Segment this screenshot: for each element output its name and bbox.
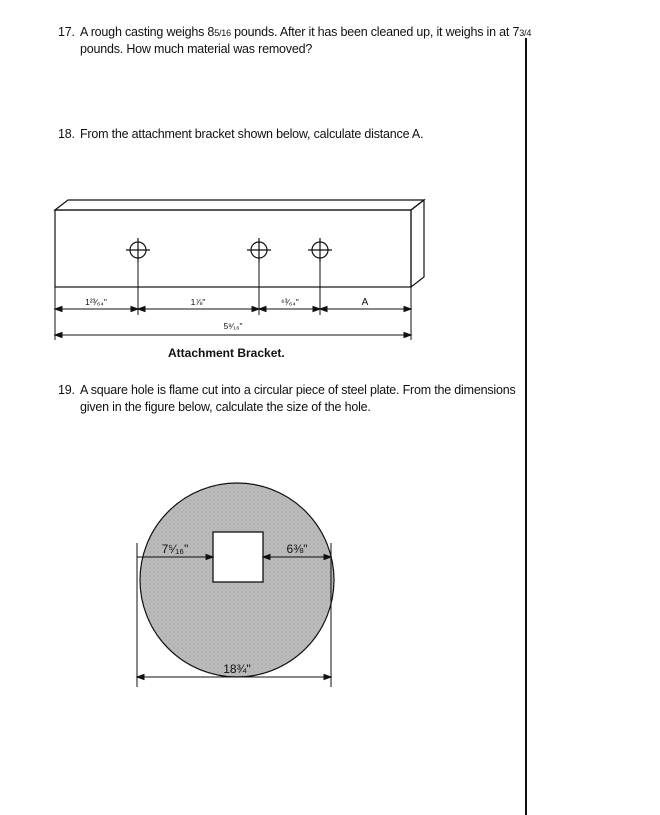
dim-label-a: A <box>361 297 369 308</box>
question-text-line1: A square hole is flame cut into a circular piece of steel plate. From the dimensions <box>80 383 516 397</box>
question-number: 18. <box>58 127 75 141</box>
hole-2 <box>247 238 271 262</box>
page-margin-rule <box>525 38 527 815</box>
dim-label-2: 1⅞" <box>190 297 206 307</box>
question-18 <box>58 126 528 144</box>
dim-label-3: ⁶³⁄₆₄" <box>281 297 299 307</box>
fraction-3-4: 3/4 <box>519 28 532 38</box>
bracket-top-face <box>55 200 424 210</box>
question-17 <box>58 24 532 58</box>
question-text-line2: given in the figure below, calculate the size of the hole. <box>80 400 371 414</box>
square-hole <box>213 532 263 582</box>
dim-label-1: 1²³⁄₆₄" <box>85 297 107 307</box>
hole-1 <box>126 238 150 262</box>
dim-label-right: 6⅜" <box>286 542 308 556</box>
question-19 <box>58 382 528 416</box>
question-text: A rough casting weighs 85/16 pounds. After it has been cleaned up, it weighs in at 73/4 <box>80 25 532 39</box>
fraction-5-16: 5/16 <box>214 28 231 38</box>
attachment-bracket-figure <box>50 195 430 345</box>
bracket-right-face <box>411 200 424 287</box>
dim-label-diameter: 18¾" <box>223 662 251 676</box>
question-text-line2: pounds. How much material was removed? <box>80 42 313 56</box>
bracket-front-face <box>55 210 411 287</box>
hole-3 <box>308 238 332 262</box>
dim-label-total: 5⁹⁄₁₆" <box>223 321 243 331</box>
dim-label-left: 7⁵⁄₁₆" <box>161 542 189 556</box>
figure-caption: Attachment Bracket. <box>168 346 285 360</box>
question-text: From the attachment bracket shown below, calculate distance A. <box>80 127 424 141</box>
question-number: 19. <box>58 383 75 397</box>
question-number: 17. <box>58 25 75 39</box>
circular-plate-figure <box>125 455 350 695</box>
